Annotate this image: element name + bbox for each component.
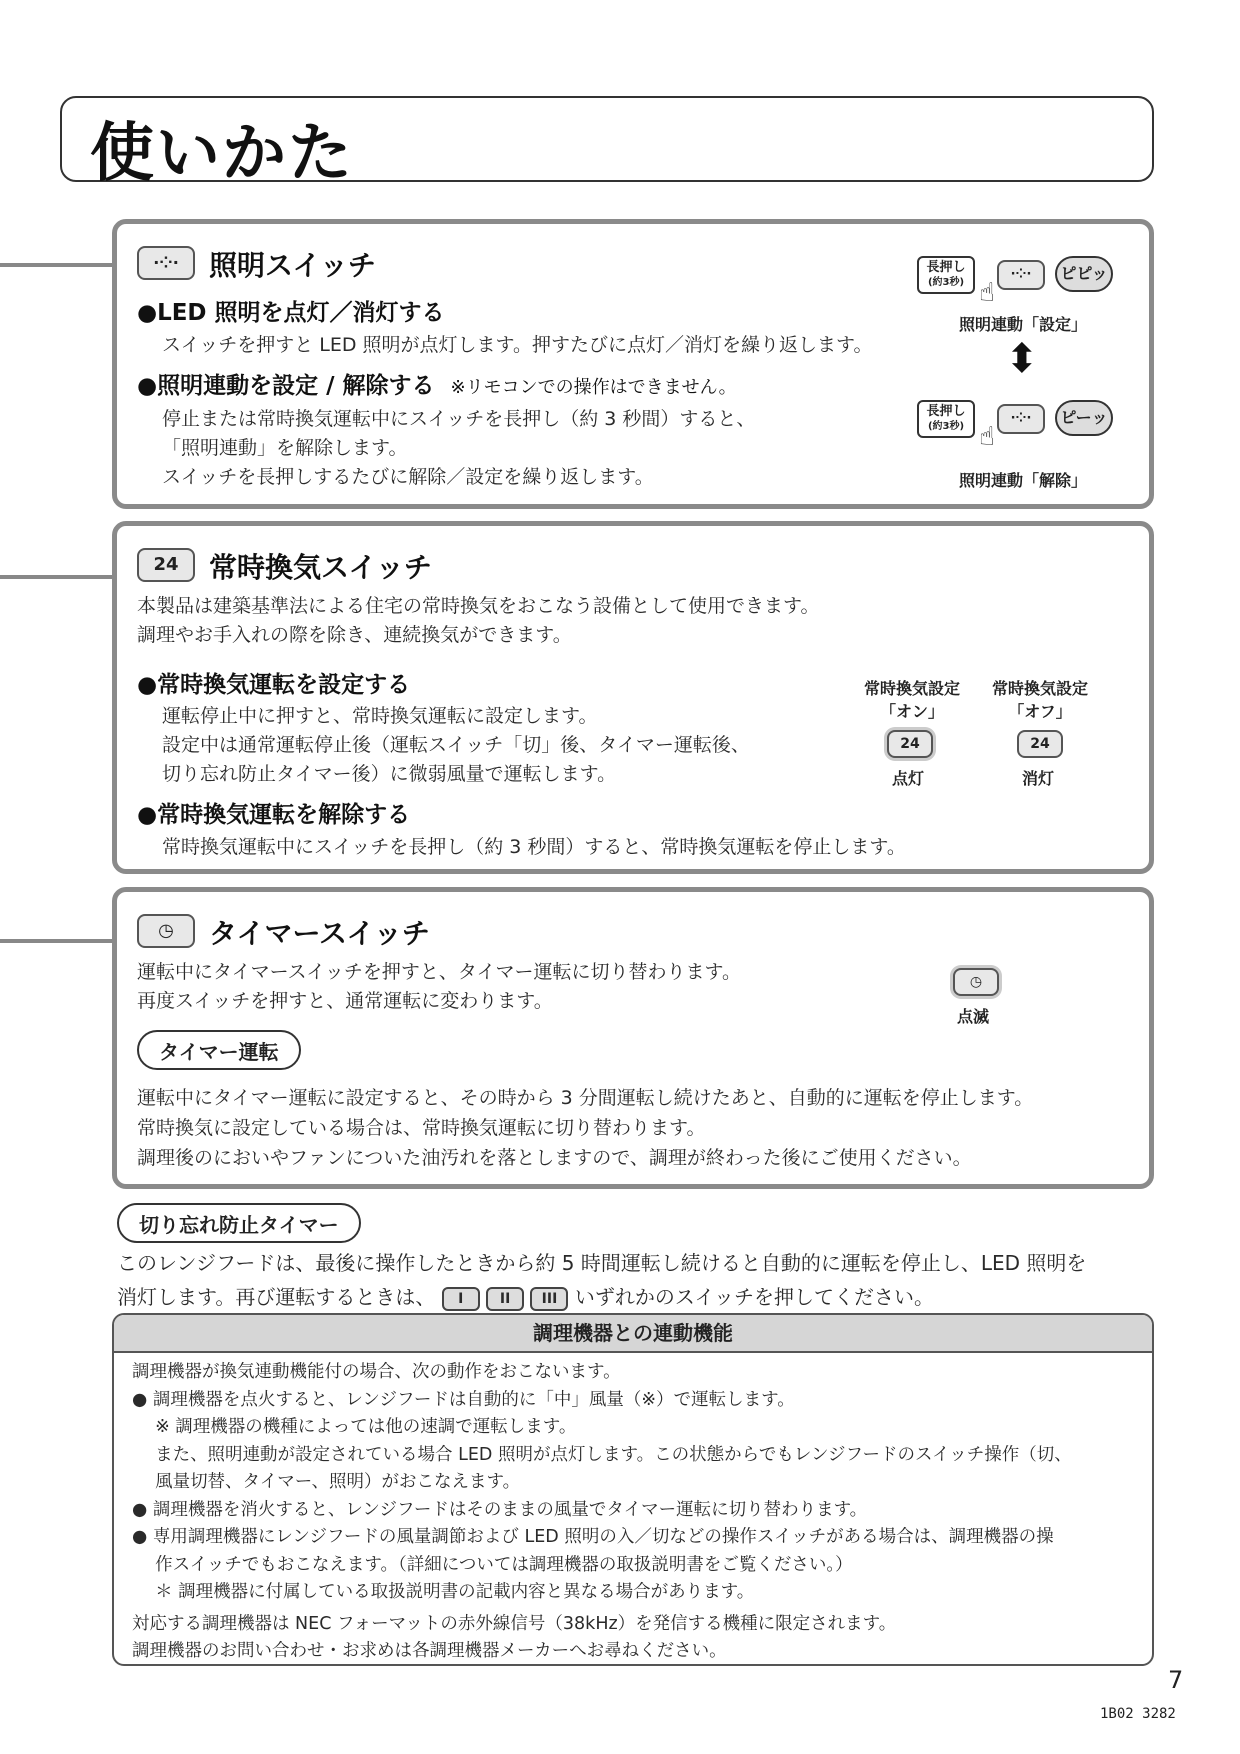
lighting-sub2-note: ※リモコンでの操作はできません。 [450, 377, 737, 398]
long-press-label [917, 400, 975, 438]
long-press-text: 長押し [926, 404, 966, 419]
section-tab-ventilation [0, 575, 112, 579]
switch-3-icon: III [530, 1287, 568, 1311]
cooker-line: 調理機器が換気連動機能付の場合、次の動作をおこないます。 [132, 1362, 621, 1382]
cooker-line: ＊ 調理機器に付属している取扱説明書の記載内容と異なる場合があります。 [132, 1582, 755, 1602]
ventilation-heading: 常時換気スイッチ [209, 551, 432, 584]
long-press-duration: (約3秒) [927, 277, 965, 288]
switch-1-icon: I [442, 1287, 480, 1311]
cooker-line: 対応する調理機器は NEC フォーマットの赤外線信号（38kHz）を発信する機種に限定されます。 [132, 1613, 897, 1634]
vent-on-state: 点灯 [892, 769, 925, 788]
ventilation-intro: 調理やお手入れの際を除き、連続換気ができます。 [137, 624, 572, 646]
long-press-duration: (約3秒) [927, 421, 965, 432]
ventilation-panel [112, 521, 1154, 874]
timer-detail: 運転中にタイマー運転に設定すると、その時から 3 分間運転し続けたあと、自動的に運転を停止します。 [137, 1087, 1034, 1109]
vent-on-label-line1: 常時換気設定 [863, 679, 960, 698]
lighting-heading: 照明スイッチ [209, 249, 376, 282]
pointing-hand-icon: ☝ [979, 278, 995, 308]
cooker-line: ※ 調理機器の機種によっては他の速調で運転します。 [132, 1417, 577, 1437]
autooff-line2-pre: 消灯します。再び運転するときは、 [117, 1285, 436, 1309]
ventilation-sub1-line: 運転停止中に押すと、常時換気運転に設定します。 [162, 705, 598, 727]
double-arrow-icon: ⬍ [1005, 336, 1039, 382]
vent-off-label-line1: 常時換気設定 [991, 679, 1088, 698]
timer-detail: 常時換気に設定している場合は、常時換気運転に切り替わります。 [137, 1117, 706, 1139]
title-box [60, 96, 1154, 191]
cooker-line: ● 調理機器を消火すると、レンジフードはそのままの風量でタイマー運転に切り替わります。 [132, 1499, 868, 1520]
lighting-sub1: ●LED 照明を点灯／消灯する [137, 300, 445, 326]
beep-bubble: ピピッ [1055, 256, 1113, 292]
24h-unlit-icon: 24 [1017, 730, 1063, 758]
24h-lit-icon: 24 [887, 730, 933, 758]
lighting-set-label: 照明連動「設定」 [959, 315, 1088, 334]
switch-2-icon: II [486, 1287, 524, 1311]
lighting-sub2-title: ●照明連動を設定 / 解除する [137, 373, 435, 399]
lighting-sub2-line: スイッチを長押しするたびに解除／設定を繰り返します。 [162, 466, 654, 488]
clock-blink-icon: ◷ [953, 968, 999, 996]
vent-off-label [985, 676, 1095, 722]
autooff-pill: 切り忘れ防止タイマー [117, 1203, 361, 1243]
cooker-heading: 調理機器との連動機能 [114, 1315, 1152, 1353]
ventilation-sub2-text: 常時換気運転中にスイッチを長押し（約 3 秒間）すると、常時換気運転を停止します。 [162, 836, 906, 858]
autooff-line2 [117, 1283, 934, 1312]
timer-mode-pill: タイマー運転 [137, 1030, 301, 1070]
timer-detail: 調理後のにおいやファンについた油汚れを落としますので、調理が終わった後にご使用ください。 [137, 1147, 972, 1169]
cooker-link-box [112, 1313, 1154, 1666]
autooff-line2-post: いずれかのスイッチを押してください。 [574, 1285, 935, 1309]
24h-icon: 24 [137, 548, 195, 582]
beep-bubble: ピーッ [1055, 400, 1113, 436]
doc-code: 1B02 3282 [1100, 1706, 1176, 1722]
cooker-line: また、照明連動が設定されている場合 LED 照明が点灯します。この状態からでもレンジフードのスイッチ操作（切、 [132, 1444, 1072, 1465]
long-press-label [917, 256, 975, 294]
light-switch-icon: ·⁘· [997, 260, 1045, 290]
lighting-sub2-line: 「照明連動」を解除します。 [162, 437, 408, 459]
lighting-panel [112, 219, 1154, 509]
page-title: 使いかた [90, 117, 354, 191]
timer-panel [112, 887, 1154, 1189]
cooker-line: ● 調理機器を点火すると、レンジフードは自動的に「中」風量（※）で運転します。 [132, 1389, 795, 1410]
ventilation-sub1-line: 設定中は通常運転停止後（運転スイッチ「切」後、タイマー運転後、 [162, 734, 750, 756]
light-switch-icon: ·⁘· [997, 404, 1045, 434]
lighting-release-label: 照明連動「解除」 [959, 471, 1088, 490]
timer-blink-state: 点滅 [957, 1007, 990, 1026]
long-press-text: 長押し [926, 260, 966, 275]
section-tab-lighting [0, 263, 112, 267]
timer-heading: タイマースイッチ [209, 917, 430, 950]
page-number: 7 [1168, 1666, 1184, 1694]
pointing-hand-icon: ☝ [979, 422, 995, 452]
ventilation-sub2: ●常時換気運転を解除する [137, 802, 411, 828]
cooker-line: 作スイッチでもおこなえます。（詳細については調理機器の取扱説明書をご覧ください。） [132, 1554, 853, 1575]
cooker-line: 風量切替、タイマー、照明）がおこなえます。 [132, 1472, 521, 1492]
lighting-sub2-line: 停止または常時換気運転中にスイッチを長押し（約 3 秒間）すると、 [162, 408, 756, 430]
cooker-line: 調理機器のお問い合わせ・お求めは各調理機器メーカーへお尋ねください。 [132, 1641, 727, 1661]
vent-off-label-line2: 「オフ」 [1008, 702, 1072, 721]
lighting-sub1-text: スイッチを押すと LED 照明が点灯します。押すたびに点灯／消灯を繰り返します。 [162, 334, 873, 356]
timer-line: 運転中にタイマースイッチを押すと、タイマー運転に切り替わります。 [137, 961, 742, 983]
ventilation-sub1: ●常時換気運転を設定する [137, 672, 411, 698]
lighting-sub2 [137, 367, 737, 400]
ventilation-intro: 本製品は建築基準法による住宅の常時換気をおこなう設備として使用できます。 [137, 595, 820, 617]
ventilation-sub1-line: 切り忘れ防止タイマー後）に微弱風量で運転します。 [162, 763, 617, 785]
vent-off-state: 消灯 [1022, 769, 1055, 788]
clock-icon: ◷ [137, 914, 195, 948]
autooff-line1: このレンジフードは、最後に操作したときから約 5 時間運転し続けると自動的に運転を停止し、LED 照明を [117, 1251, 1087, 1275]
cooker-line: ● 専用調理機器にレンジフードの風量調節および LED 照明の入／切などの操作スイッチがある場合は、調理機器の操 [132, 1527, 1054, 1547]
timer-line: 再度スイッチを押すと、通常運転に変わります。 [137, 990, 553, 1012]
vent-on-label [857, 676, 967, 722]
light-icon: ·⁘· [137, 246, 195, 280]
vent-on-label-line2: 「オン」 [879, 702, 944, 721]
section-tab-timer [0, 939, 112, 943]
